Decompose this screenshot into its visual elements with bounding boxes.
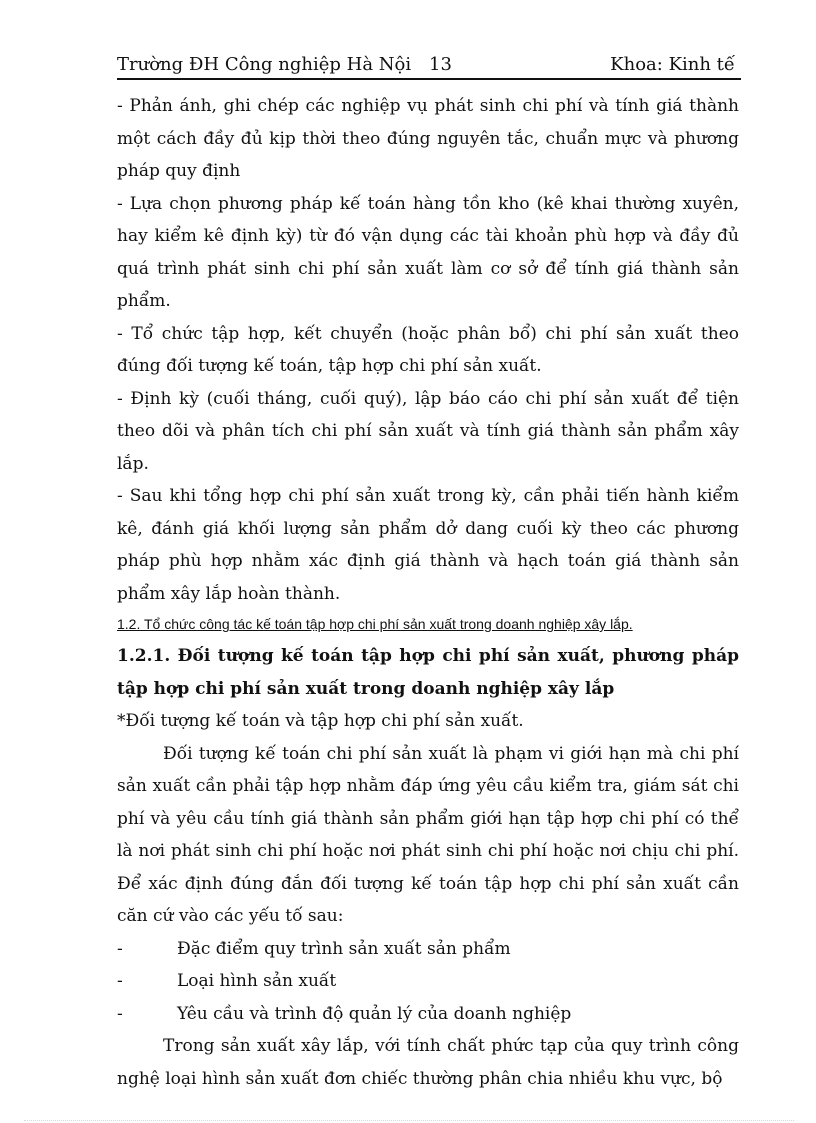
paragraph-cost-allocation: - Tổ chức tập hợp, kết chuyển (hoặc phân bổ) chi phí sản xuất theo đúng đối tượng kế toán, tập hợp chi phí sản xuất. (117, 323, 739, 376)
page-footer-divider (24, 1120, 794, 1121)
paragraph-cost-object-definition: Đối tượng kế toán chi phí sản xuất là phạm vi giới hạn mà chi phí sản xuất cần phải tập hợp nhằm đáp ứng yêu cầu kiểm tra, giám sát chi phí và yêu cầu tính giá thành sản phẩm giới hạn tập hợp chi phí có thể là nơi phát sinh chi phí hoặc nơi phát sinh chi phí hoặc nơi chịu chi phí. Để xác định đúng đắn đối tượng kế toán tập hợp chi phí sản xuất cần căn cứ vào các yếu tố sau: (117, 743, 739, 926)
paragraph-inventory-count: - Sau khi tổng hợp chi phí sản xuất trong kỳ, cần phải tiến hành kiểm kê, đánh giá khối lượng sản phẩm dở dang cuối kỳ theo các phương pháp phù hợp nhằm xác định giá thành và hạch toán giá thành sản phẩm xây lắp hoàn thành. (117, 486, 739, 604)
list-item-text: Loại hình sản xuất (177, 971, 337, 991)
subheading-cost-object: *Đối tượng kế toán và tập hợp chi phí sản xuất. (117, 711, 524, 731)
list-item (117, 933, 739, 966)
section-title-link[interactable]: 1.2. Tổ chức công tác kế toán tập hợp chi phí sản xuất trong doanh nghiệp xây lắp. (117, 616, 633, 632)
paragraph-construction-production: Trong sản xuất xây lắp, với tính chất phức tạp của quy trình công nghệ loại hình sản xuất đơn chiếc thường phân chia nhiều khu vực, bộ (117, 1036, 739, 1089)
document-body (117, 90, 739, 1095)
list-item-text: Yêu cầu và trình độ quản lý của doanh nghiệp (177, 1003, 572, 1024)
paragraph-inventory-method: - Lựa chọn phương pháp kế toán hàng tồn kho (kê khai thường xuyên, hay kiểm kê định kỳ) từ đó vận dụng các tài khoản phù hợp và đầy đủ quá trình phát sinh chi phí sản xuất làm cơ sở để tính giá thành sản phẩm. (117, 193, 739, 311)
list-item (117, 965, 739, 998)
header-faculty: Khoa: Kinh tế (610, 54, 735, 75)
bullet-dash: - (117, 1003, 123, 1024)
header-university: Trường ĐH Công nghiệp Hà Nội (117, 54, 412, 75)
subsection-heading: 1.2.1. Đối tượng kế toán tập hợp chi phí sản xuất, phương pháp tập hợp chi phí sản xuất trong doanh nghiệp xây lắp (117, 646, 739, 699)
bullet-dash: - (117, 971, 123, 991)
list-item-text: Đặc điểm quy trình sản xuất sản phẩm (177, 938, 511, 959)
page-header (117, 52, 741, 80)
list-item (117, 998, 739, 1031)
bullet-dash: - (117, 938, 123, 959)
page-number: 13 (429, 54, 452, 75)
paragraph-periodic-report: - Định kỳ (cuối tháng, cuối quý), lập báo cáo chi phí sản xuất để tiện theo dõi và phân tích chi phí sản xuất và tính giá thành sản phẩm xây lắp. (117, 388, 739, 474)
paragraph-record-costs: - Phản ánh, ghi chép các nghiệp vụ phát sinh chi phí và tính giá thành một cách đầy đủ kịp thời theo đúng nguyên tắc, chuẩn mực và phương pháp quy định (117, 96, 739, 181)
